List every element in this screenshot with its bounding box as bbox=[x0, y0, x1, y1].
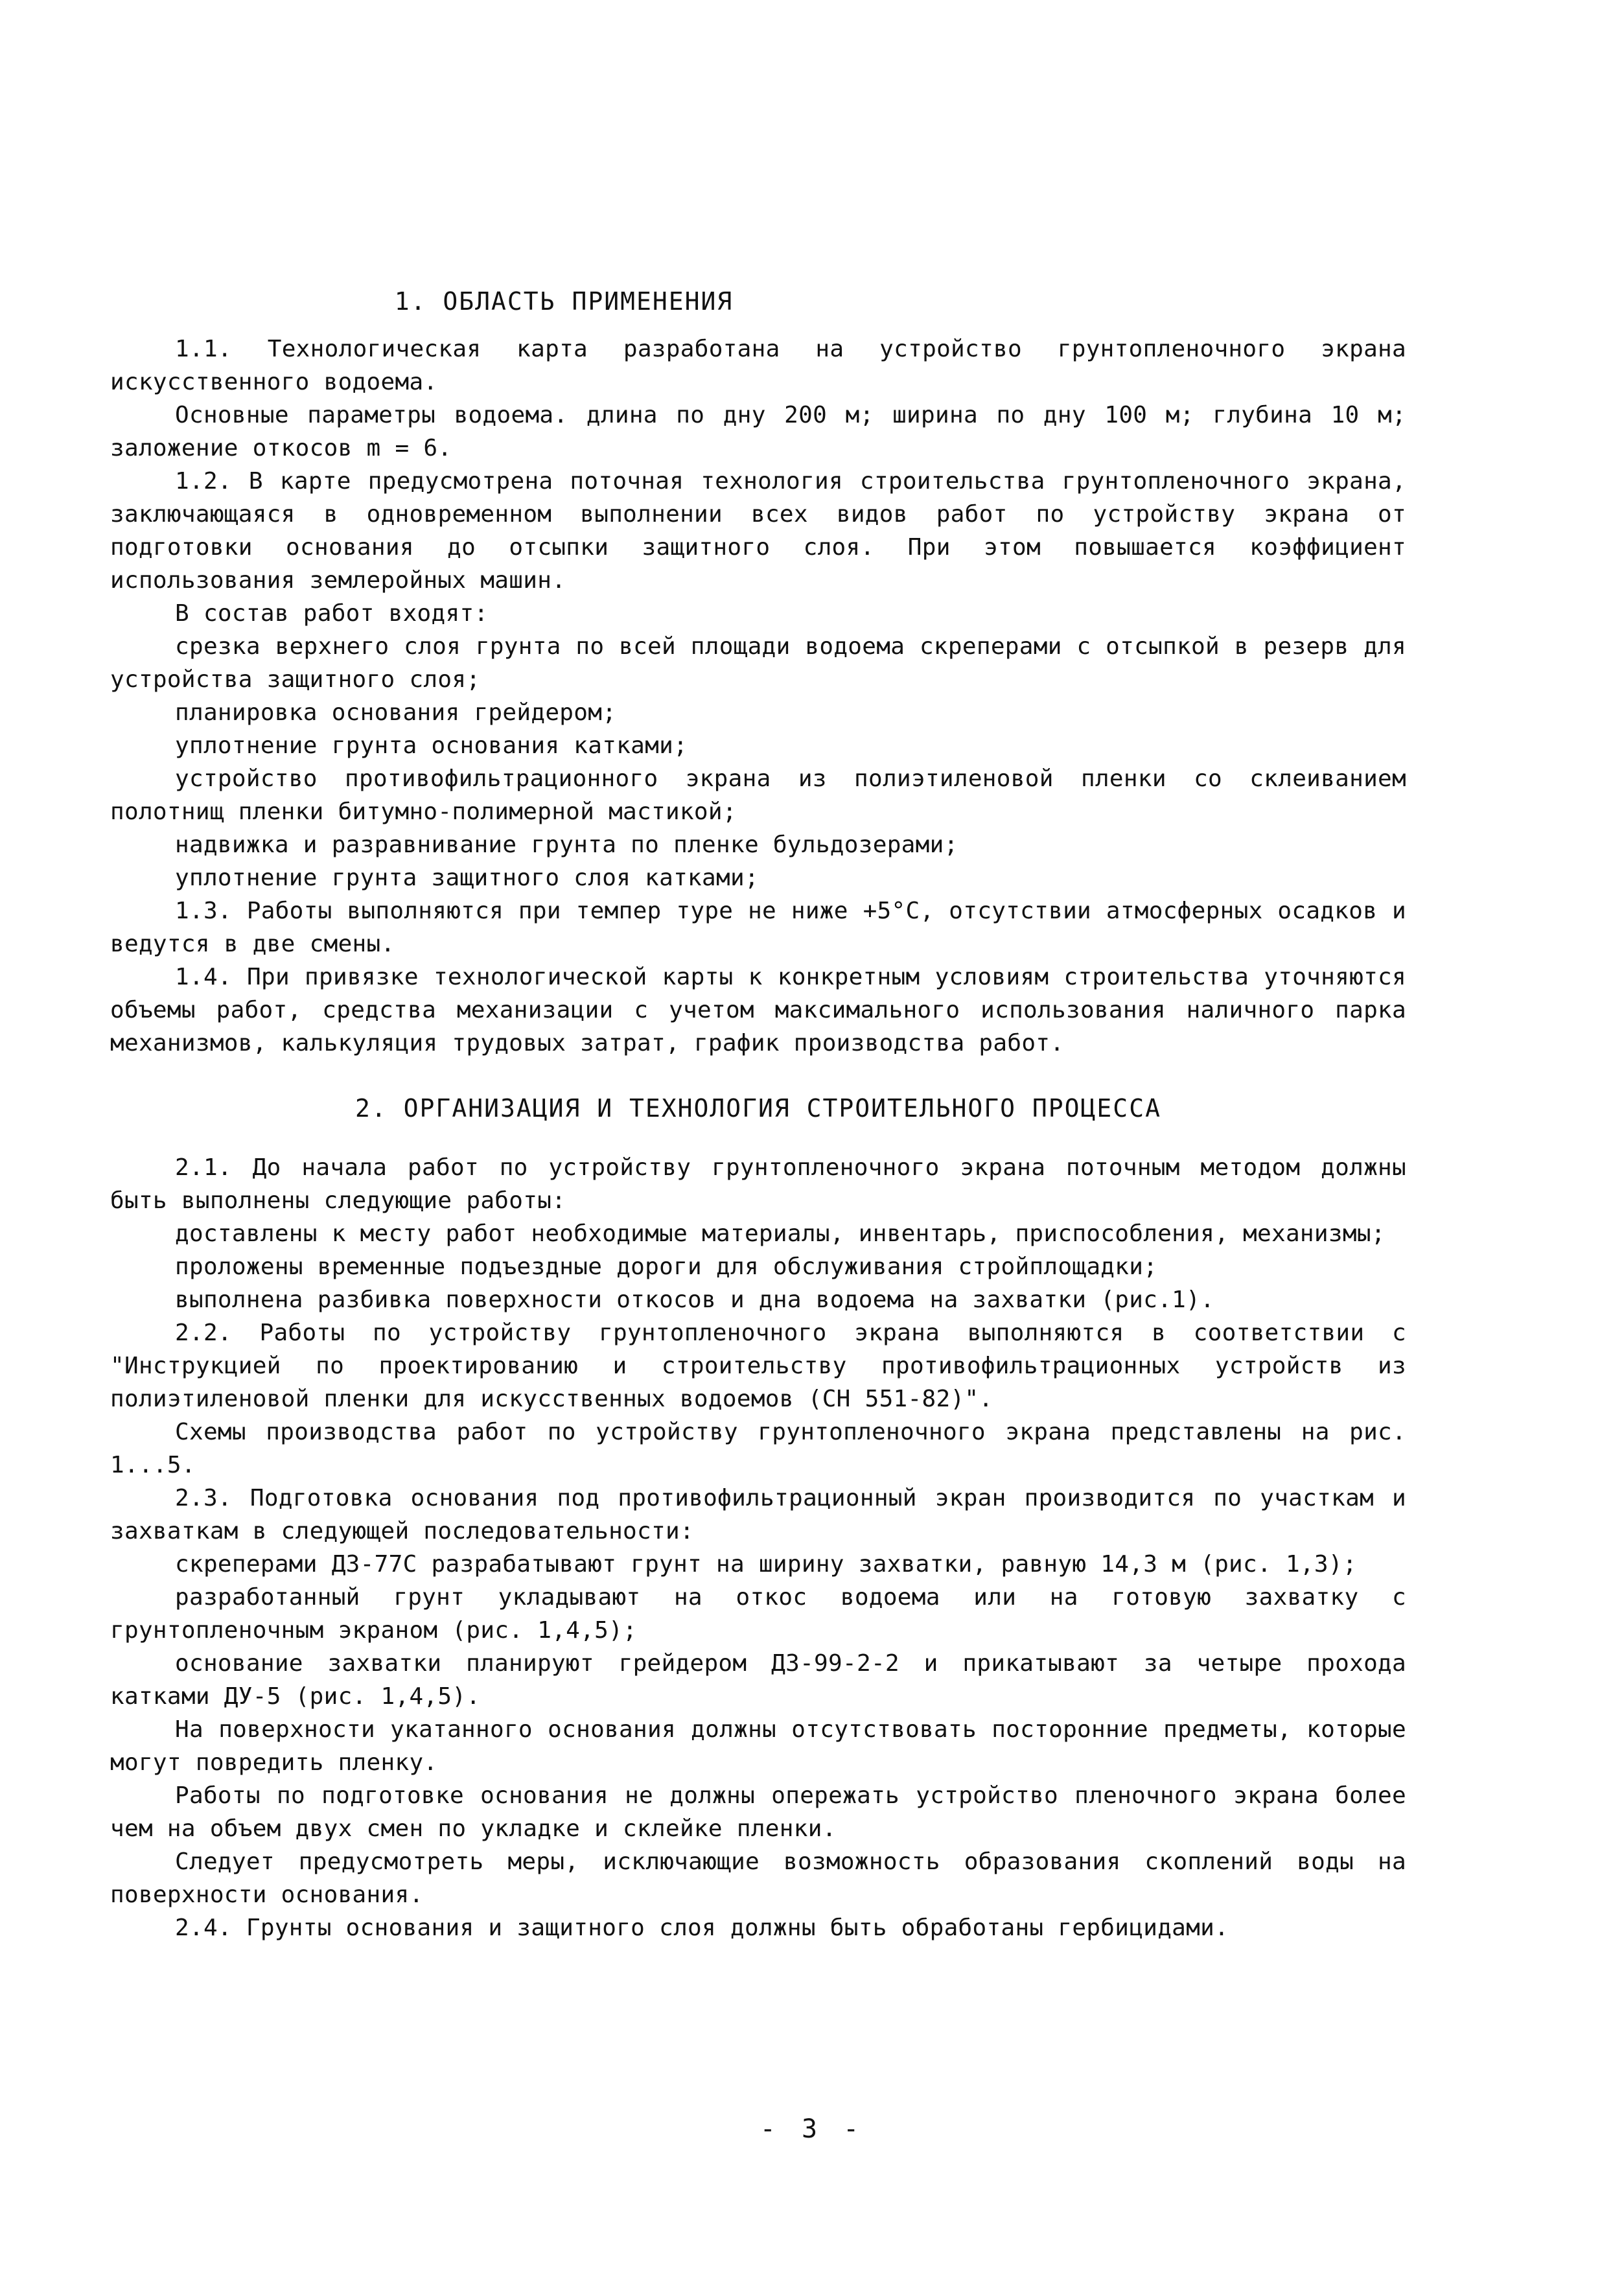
paragraph-timing: Работы по подготовке основания не должны опережать устройство пленочного экрана более чем на объем двух смен по укладке и склейке пленки. bbox=[110, 1782, 1406, 1842]
work-item-3: уплотнение грунта основания катками; bbox=[175, 732, 688, 759]
paragraph-surface: На поверхности укатанного основания должны отсутствовать посторонние предметы, которые могут повредить пленку. bbox=[110, 1716, 1406, 1776]
paragraph-1-3: 1.3. Работы выполняются при темпер туре не ниже +5°С, отсутствии атмосферных осадков и ведутся в две смены. bbox=[110, 898, 1406, 957]
prep-item-2: проложены временные подъездные дороги для обслуживания стройплощадки; bbox=[175, 1253, 1158, 1280]
paragraph-1-2: 1.2. В карте предусмотрена поточная технология строительства грунтопленочного экрана, заключающаяся в одновременном выполнении всех видов работ по устройству экрана от подготовки основания до отсыпки защитного слоя. При этом повышается коэффициент использования землеройных машин. bbox=[110, 468, 1406, 594]
paragraph-water: Следует предусмотреть меры, исключающие возможность образования скоплений воды на поверхности основания. bbox=[110, 1848, 1406, 1908]
section-2-heading: 2. ОРГАНИЗАЦИЯ И ТЕХНОЛОГИЯ СТРОИТЕЛЬНОГО ПРОЦЕССА bbox=[355, 1094, 1161, 1123]
paragraph-2-2: 2.2. Работы по устройству грунтопленочного экрана выполняются в соответствии с "Инструкцией по проектированию и строительству противофильтрационных устройств из полиэтиленовой пленки для искусственных водоемов (СН 551-82)". bbox=[110, 1320, 1406, 1412]
paragraph-2-4: 2.4. Грунты основания и защитного слоя должны быть обработаны гербицидами. bbox=[175, 1915, 1229, 1941]
work-item-1: срезка верхнего слоя грунта по всей площади водоема скреперами с отсыпкой в резерв для устройства защитного слоя; bbox=[110, 633, 1406, 693]
section-1-heading: 1. ОБЛАСТЬ ПРИМЕНЕНИЯ bbox=[394, 287, 734, 316]
paragraph-1-4: 1.4. При привязке технологической карты к конкретным условиям строительства уточняются объемы работ, средства механизации с учетом максимального использования наличного парка механизмов, калькуляция трудовых затрат, график производства работ. bbox=[110, 964, 1406, 1056]
prep-item-3: выполнена разбивка поверхности откосов и дна водоема на захватки (рис.1). bbox=[175, 1287, 1215, 1313]
prep-item-1: доставлены к месту работ необходимые материалы, инвентарь, приспособления, механизмы; bbox=[175, 1220, 1386, 1247]
paragraph-2-3: 2.3. Подготовка основания под противофильтрационный экран производится по участкам и захваткам в следующей последовательности: bbox=[110, 1485, 1406, 1544]
work-item-6: уплотнение грунта защитного слоя катками; bbox=[175, 865, 759, 891]
step-item-1: скреперами ДЗ-77С разрабатывают грунт на ширину захватки, равную 14,3 м (рис. 1,3); bbox=[175, 1551, 1357, 1578]
paragraph-1-1: 1.1. Технологическая карта разработана на устройство грунтопленочного экрана искусственного водоема. bbox=[110, 336, 1406, 395]
work-item-2: планировка основания грейдером; bbox=[175, 699, 617, 726]
work-item-4: устройство противофильтрационного экрана из полиэтиленовой пленки со склеиванием полотнищ пленки битумно-полимерной мастикой; bbox=[110, 765, 1406, 825]
page-number: - 3 - bbox=[760, 2114, 864, 2144]
paragraph-work-list-intro: В состав работ входят: bbox=[175, 600, 489, 627]
document-page bbox=[110, 285, 1406, 1944]
work-item-5: надвижка и разравнивание грунта по пленке бульдозерами; bbox=[175, 832, 958, 858]
paragraph-2-1: 2.1. До начала работ по устройству грунтопленочного экрана поточным методом должны быть выполнены следующие работы: bbox=[110, 1154, 1406, 1214]
step-item-2: разработанный грунт укладывают на откос водоема или на готовую захватку с грунтопленочным экраном (рис. 1,4,5); bbox=[110, 1584, 1406, 1644]
paragraph-schemes: Схемы производства работ по устройству грунтопленочного экрана представлены на рис. 1...5. bbox=[110, 1419, 1406, 1478]
step-item-3: основание захватки планируют грейдером ДЗ-99-2-2 и прикатывают за четыре прохода катками ДУ-5 (рис. 1,4,5). bbox=[110, 1650, 1406, 1710]
paragraph-params: Основные параметры водоема. длина по дну 200 м; ширина по дну 100 м; глубина 10 м; заложение откосов m = 6. bbox=[110, 402, 1406, 461]
